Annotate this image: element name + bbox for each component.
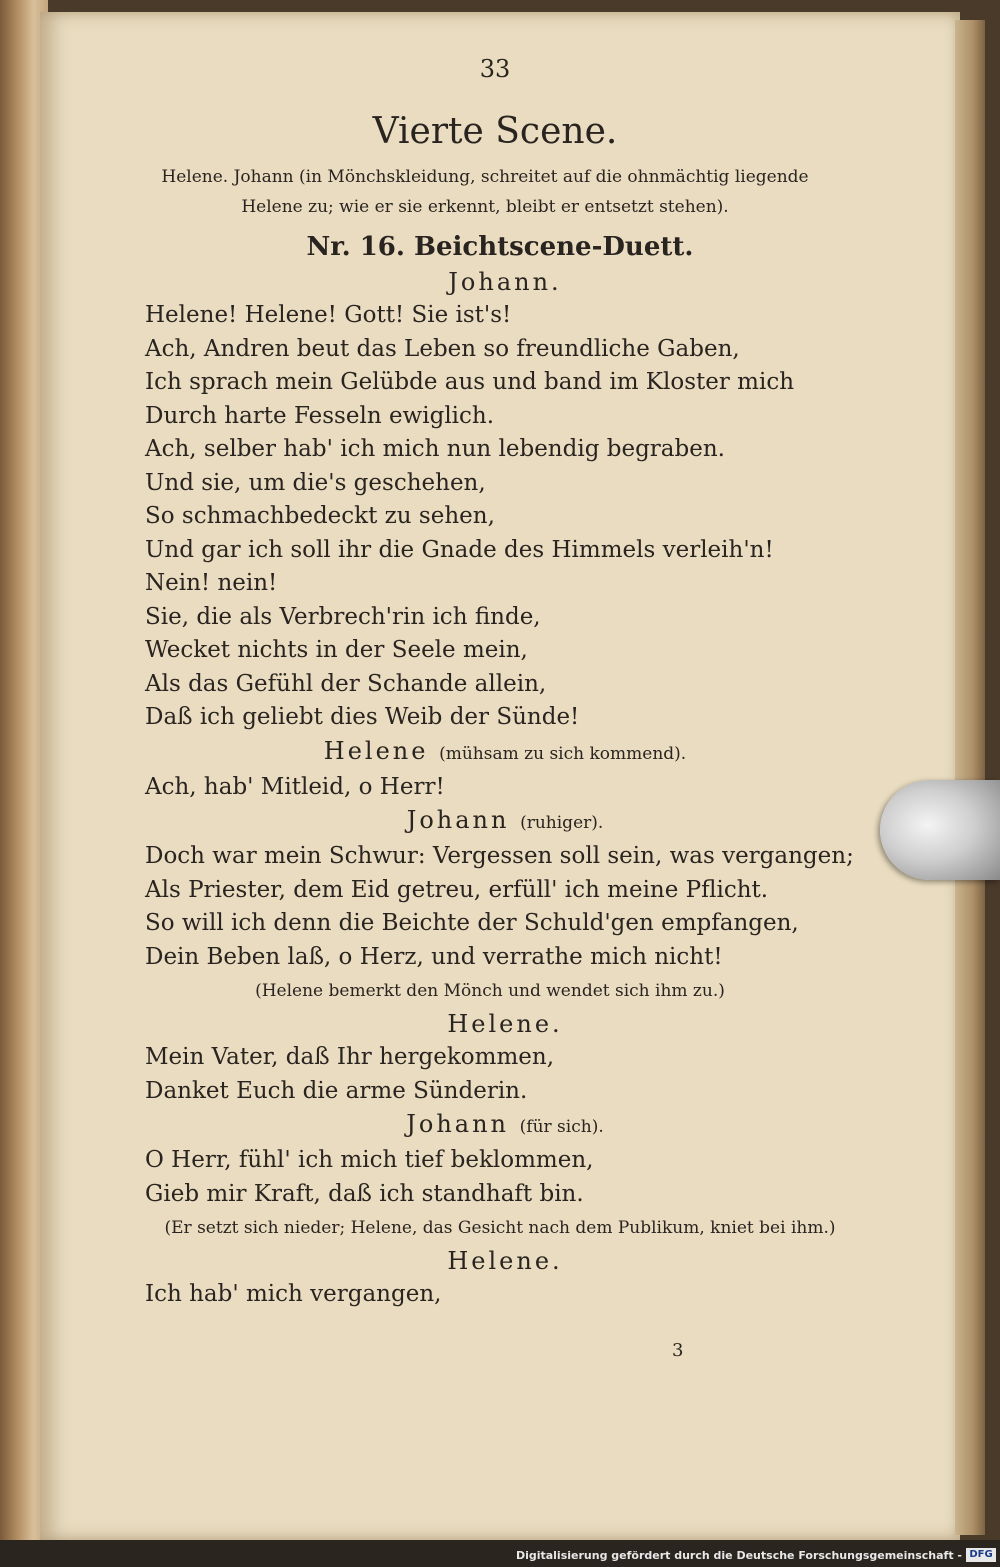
verse-line: Danket Euch die arme Sünderin. — [145, 1077, 528, 1104]
page-turn-tab[interactable] — [880, 780, 1000, 880]
stage-direction: Helene. Johann (in Mönchskleidung, schreitet auf die ohnmächtig liegende Helene zu; wie er sie erkennt, bleibt er entsetzt stehen). — [161, 167, 809, 217]
verse-line: O Herr, fühl' ich mich tief beklommen, — [145, 1147, 594, 1173]
footer-credit: Digitalisierung gefördert durch die Deutsche Forschungsgemeinschaft - — [515, 1549, 962, 1562]
verse-line: So will ich denn die Beichte der Schuld'gen empfangen, — [145, 910, 799, 936]
speaker-label: Johann — [406, 806, 510, 834]
page-content — [145, 55, 854, 1312]
verse-line: Und sie, um die's geschehen, — [145, 469, 486, 496]
signature-mark: 3 — [672, 1340, 684, 1361]
speaker-label: Johann. — [448, 268, 562, 296]
verse-line: Ach, hab' Mitleid, o Herr! — [145, 773, 445, 800]
speaker-name — [145, 266, 825, 299]
page-number: 33 — [479, 55, 511, 83]
speaker-direction: (für sich). — [519, 1117, 604, 1137]
speaker-direction: (ruhiger). — [520, 813, 604, 833]
verse-line: Als Priester, dem Eid getreu, erfüll' ich meine Pflicht. — [145, 876, 769, 903]
stage-direction-inline: (Er setzt sich nieder; Helene, das Gesicht nach dem Publikum, kniet bei ihm.) — [164, 1218, 836, 1238]
libretto-text — [145, 266, 854, 1312]
verse-line: Dein Beben laß, o Herz, und verrathe mich nicht! — [145, 943, 723, 970]
speaker-name — [145, 804, 825, 840]
verse-line: Helene! Helene! Gott! Sie ist's! — [145, 302, 512, 328]
verse-line: Sie, die als Verbrech'rin ich finde, — [145, 603, 541, 630]
verse-line: Durch harte Fesseln ewiglich. — [145, 402, 495, 429]
speaker-label: Johann — [406, 1110, 510, 1138]
verse-line: Als das Gefühl der Schande allein, — [145, 670, 547, 697]
speaker-label: Helene. — [447, 1247, 563, 1275]
speaker-name — [145, 1008, 825, 1041]
page-edges — [955, 20, 985, 1535]
verse-line: Daß ich geliebt dies Weib der Sünde! — [145, 704, 580, 730]
verse-line: Und gar ich soll ihr die Gnade des Himmels verleih'n! — [145, 536, 774, 563]
speaker-label: Helene — [323, 736, 429, 765]
verse-line: Gieb mir Kraft, daß ich standhaft bin. — [145, 1180, 584, 1207]
verse-line: Ach, Andren beut das Leben so freundliche Gaben, — [145, 335, 740, 362]
scene-title: Vierte Scene. — [372, 111, 618, 152]
speaker-name — [145, 1108, 825, 1144]
verse-line: So schmachbedeckt zu sehen, — [145, 503, 495, 529]
stage-direction-inline: (Helene bemerkt den Mönch und wendet sich ihm zu.) — [255, 981, 725, 1001]
speaker-label: Helene. — [447, 1010, 563, 1038]
verse-line: Ich hab' mich vergangen, — [145, 1281, 442, 1307]
speaker-name — [145, 1245, 825, 1278]
speaker-direction: (mühsam zu sich kommend). — [439, 743, 687, 764]
verse-line: Doch war mein Schwur: Vergessen soll sein, was vergangen; — [145, 843, 854, 869]
verse-line: Nein! nein! — [145, 570, 278, 596]
verse-line: Wecket nichts in der Seele mein, — [145, 637, 528, 663]
number-title: Nr. 16. Beichtscene-Duett. — [306, 232, 694, 262]
verse-line: Mein Vater, daß Ihr hergekommen, — [145, 1044, 555, 1070]
verse-line: Ach, selber hab' ich mich nun lebendig begraben. — [145, 436, 725, 462]
speaker-name — [145, 735, 825, 771]
verse-line: Ich sprach mein Gelübde aus und band im Kloster mich — [145, 369, 795, 395]
dfg-logo: DFG — [966, 1548, 996, 1562]
